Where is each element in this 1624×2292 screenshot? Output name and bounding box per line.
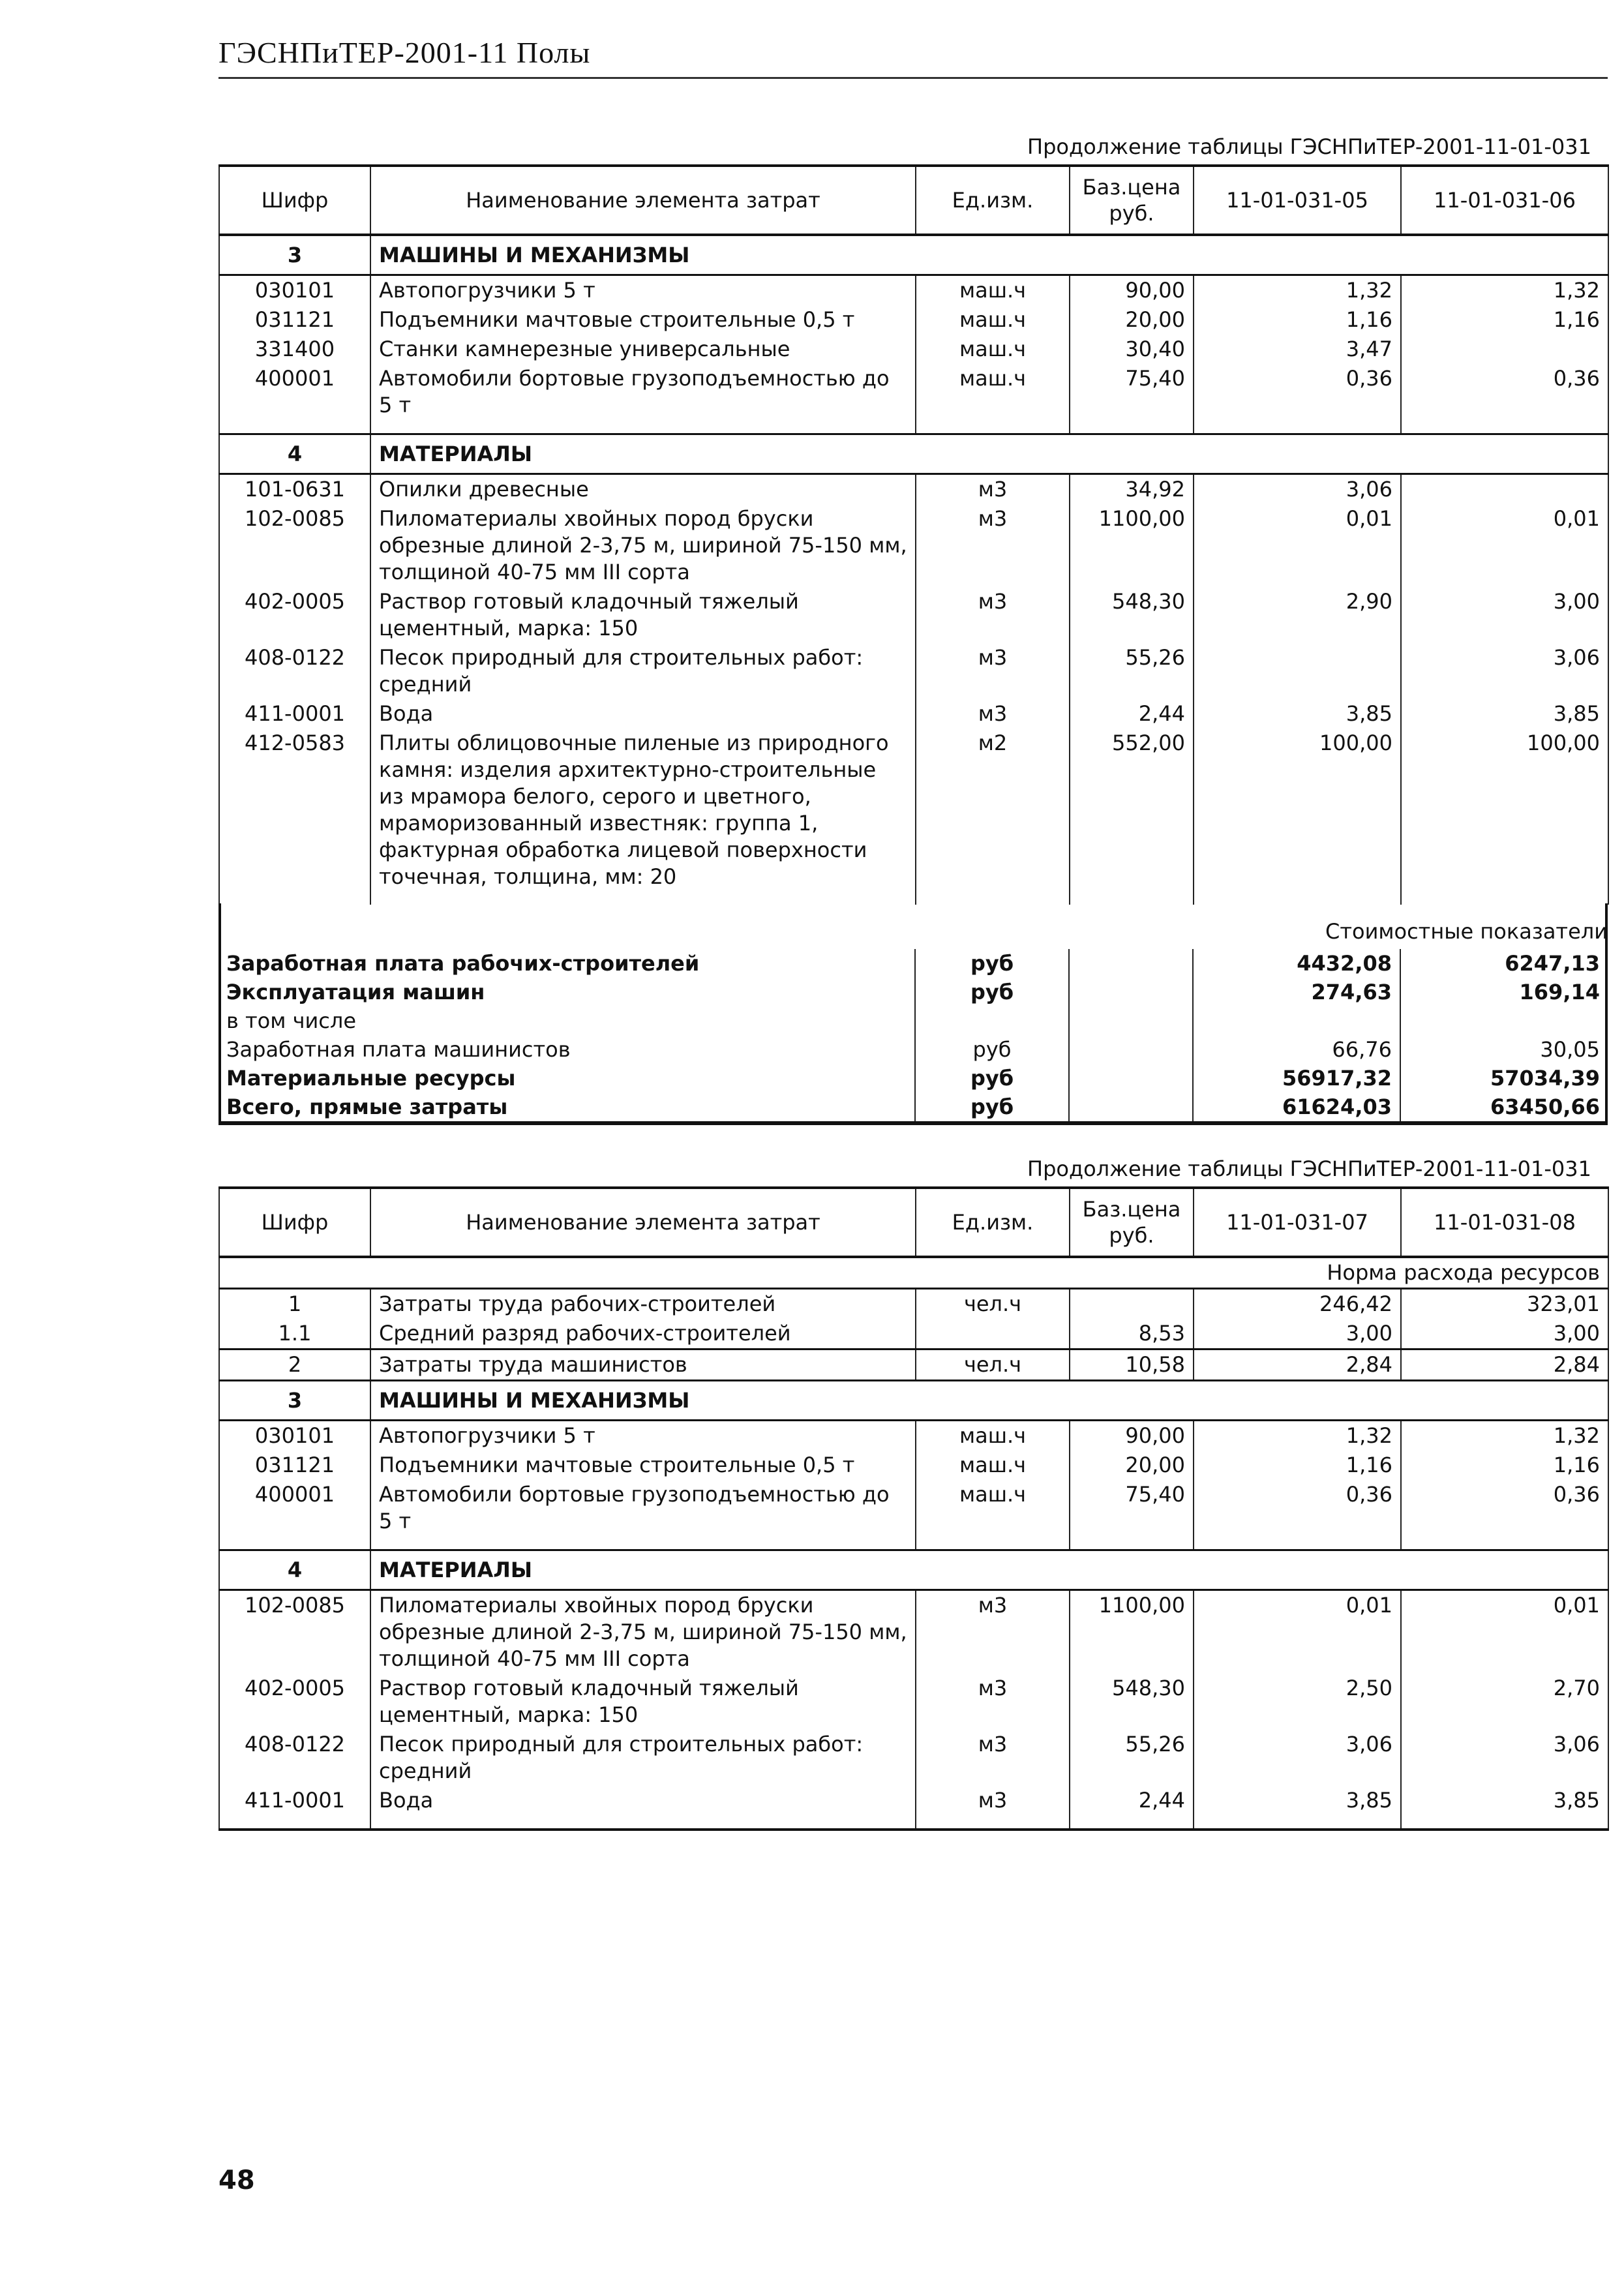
cell-rate-a: 1,32 — [1194, 1421, 1401, 1451]
spacer-cell — [1401, 1815, 1608, 1830]
spacer-cell — [219, 1815, 370, 1830]
cell-name: Раствор готовый кладочный тяжелый цементный, марка: 150 — [370, 587, 916, 643]
cell-name: Пиломатериалы хвойных пород бруски обрезные длиной 2-3,75 м, шириной 75-150 мм, толщиной 40-75 мм III сорта — [370, 1590, 916, 1674]
cell-unit: маш.ч — [916, 305, 1070, 335]
spacer-cell — [219, 1536, 370, 1550]
row-spacer — [219, 1536, 1608, 1550]
cell-code: 031121 — [219, 1451, 370, 1480]
spacer-cell — [1401, 420, 1608, 434]
cell-unit: м3 — [916, 474, 1070, 505]
totals-label: Материальные ресурсы — [226, 1066, 516, 1091]
totals-unit: руб — [915, 949, 1069, 978]
cell-rate-a: 100,00 — [1194, 729, 1401, 892]
table-row — [219, 364, 1608, 420]
cell-unit: маш.ч — [916, 275, 1070, 306]
totals-row — [218, 1064, 1608, 1093]
column-header-price: Баз.цена руб. — [1070, 166, 1194, 235]
cell-rate-b: 323,01 — [1401, 1289, 1608, 1319]
spacer-cell — [916, 892, 1070, 905]
cell-name: Песок природный для строительных работ: средний — [370, 1730, 916, 1786]
cell-rate-b — [1401, 335, 1608, 364]
cell-code: 031121 — [219, 305, 370, 335]
table-row — [219, 305, 1608, 335]
cell-unit: маш.ч — [916, 335, 1070, 364]
column-header-name: Наименование элемента затрат — [370, 1188, 916, 1257]
section-title: МАТЕРИАЛЫ — [370, 1550, 1608, 1590]
section-number: 4 — [219, 434, 370, 474]
cell-price: 2,44 — [1070, 1786, 1194, 1815]
cell-code: 411-0001 — [219, 699, 370, 729]
section-row — [219, 1550, 1608, 1590]
column-header-unit: Ед.изм. — [916, 166, 1070, 235]
spacer-cell — [916, 1536, 1070, 1550]
cell-unit: маш.ч — [916, 364, 1070, 420]
cell-rate-a: 2,84 — [1194, 1350, 1401, 1381]
table-header-row — [219, 1188, 1608, 1257]
spacer-cell — [219, 420, 370, 434]
cell-code: 408-0122 — [219, 1730, 370, 1786]
spacer-cell — [1070, 420, 1194, 434]
cell-rate-a: 2,50 — [1194, 1674, 1401, 1730]
column-header-rate-a: 11-01-031-05 — [1194, 166, 1401, 235]
totals-price — [1069, 1035, 1193, 1064]
resource-table-1 — [218, 164, 1609, 905]
norm-title: Норма расхода ресурсов — [219, 1257, 1608, 1289]
cell-rate-a: 0,36 — [1194, 1480, 1401, 1536]
spacer-cell — [370, 1536, 916, 1550]
table-row — [219, 643, 1608, 699]
totals-price — [1069, 1064, 1193, 1093]
cell-unit: м3 — [916, 587, 1070, 643]
cell-name: Вода — [370, 1786, 916, 1815]
table-row — [219, 335, 1608, 364]
table-row — [219, 1480, 1608, 1536]
cell-price: 75,40 — [1070, 1480, 1194, 1536]
resource-table-2 — [218, 1186, 1609, 1831]
cell-rate-a: 3,06 — [1194, 1730, 1401, 1786]
section-row — [219, 1381, 1608, 1421]
cell-rate-a: 246,42 — [1194, 1289, 1401, 1319]
table-row — [219, 275, 1608, 306]
section-title: МАШИНЫ И МЕХАНИЗМЫ — [370, 1381, 1608, 1421]
totals-rate-a: 61624,03 — [1193, 1093, 1400, 1123]
cell-name: Вода — [370, 699, 916, 729]
cell-price: 90,00 — [1070, 1421, 1194, 1451]
table-row — [219, 1421, 1608, 1451]
column-header-code: Шифр — [219, 1188, 370, 1257]
cell-rate-b: 1,16 — [1401, 305, 1608, 335]
cell-rate-b: 3,00 — [1401, 587, 1608, 643]
totals-rate-b: 169,14 — [1400, 978, 1608, 1006]
cell-price: 30,40 — [1070, 335, 1194, 364]
cell-code: 102-0085 — [219, 504, 370, 587]
cell-unit: м3 — [916, 1730, 1070, 1786]
totals-unit: руб — [915, 978, 1069, 1006]
section-number: 3 — [219, 235, 370, 275]
page-number: 48 — [218, 2165, 255, 2195]
cell-name: Подъемники мачтовые строительные 0,5 т — [370, 1451, 916, 1480]
totals-rate-a: 56917,32 — [1193, 1064, 1400, 1093]
spacer-cell — [1194, 1815, 1401, 1830]
cell-rate-b: 0,01 — [1401, 1590, 1608, 1674]
totals-row — [218, 978, 1608, 1006]
cell-rate-a: 3,00 — [1194, 1319, 1401, 1350]
cell-rate-b: 3,06 — [1401, 643, 1608, 699]
cell-code: 2 — [219, 1350, 370, 1381]
cell-unit: м3 — [916, 699, 1070, 729]
cell-rate-b: 1,32 — [1401, 1421, 1608, 1451]
cell-code: 402-0005 — [219, 1674, 370, 1730]
spacer-cell — [1194, 1536, 1401, 1550]
totals-rate-b: 30,05 — [1400, 1035, 1608, 1064]
totals-rate-a — [1193, 1006, 1400, 1035]
spacer-cell — [370, 892, 916, 905]
totals-price — [1069, 1093, 1193, 1123]
spacer-cell — [1401, 1536, 1608, 1550]
totals-rate-b: 57034,39 — [1400, 1064, 1608, 1093]
spacer-cell — [370, 420, 916, 434]
totals-price — [1069, 949, 1193, 978]
cell-unit: чел.ч — [916, 1350, 1070, 1381]
table-row — [219, 699, 1608, 729]
cell-name: Плиты облицовочные пиленые из природного камня: изделия архитектурно-строительные из мрамора белого, серого и цветного, мраморизованный известняк: группа 1, фактурная обработка лицевой поверхности точечная, толщина, мм: 20 — [370, 729, 916, 892]
cell-code: 402-0005 — [219, 587, 370, 643]
table2-caption: Продолжение таблицы ГЭСНПиТЕР-2001-11-01-031 — [1027, 1156, 1591, 1181]
cost-indicators-title: Стоимостные показатели — [1325, 919, 1608, 944]
totals-unit: руб — [915, 1035, 1069, 1064]
cell-price: 90,00 — [1070, 275, 1194, 306]
totals-label: Всего, прямые затраты — [218, 1093, 915, 1123]
totals-label: Заработная плата машинистов — [226, 1037, 571, 1062]
cell-name: Автопогрузчики 5 т — [370, 1421, 916, 1451]
cell-code: 400001 — [219, 364, 370, 420]
totals-row — [218, 1006, 1608, 1035]
cell-rate-b: 3,06 — [1401, 1730, 1608, 1786]
cell-rate-a: 1,16 — [1194, 1451, 1401, 1480]
spacer-cell — [1194, 420, 1401, 434]
cell-code: 102-0085 — [219, 1590, 370, 1674]
cell-unit: м3 — [916, 1786, 1070, 1815]
column-header-price: Баз.цена руб. — [1070, 1188, 1194, 1257]
cell-code: 411-0001 — [219, 1786, 370, 1815]
cell-price: 552,00 — [1070, 729, 1194, 892]
cell-rate-b: 1,16 — [1401, 1451, 1608, 1480]
cell-rate-a: 3,85 — [1194, 1786, 1401, 1815]
column-header-code: Шифр — [219, 166, 370, 235]
table-row — [219, 1289, 1608, 1319]
cell-rate-a: 0,36 — [1194, 364, 1401, 420]
section-number: 4 — [219, 1550, 370, 1590]
cell-code: 412-0583 — [219, 729, 370, 892]
table-row — [219, 504, 1608, 587]
spacer-cell — [370, 1815, 916, 1830]
row-spacer — [219, 1815, 1608, 1830]
cell-rate-b: 0,36 — [1401, 1480, 1608, 1536]
row-spacer — [219, 420, 1608, 434]
table-row — [219, 1674, 1608, 1730]
totals-unit — [915, 1006, 1069, 1035]
totals-rate-a: 4432,08 — [1193, 949, 1400, 978]
table-row — [219, 1319, 1608, 1350]
totals-unit: руб — [915, 1064, 1069, 1093]
cell-price: 548,30 — [1070, 587, 1194, 643]
cell-code: 030101 — [219, 275, 370, 306]
cell-unit: м2 — [916, 729, 1070, 892]
cell-name: Затраты труда машинистов — [370, 1350, 916, 1381]
cell-price: 8,53 — [1070, 1319, 1194, 1350]
column-header-name: Наименование элемента затрат — [370, 166, 916, 235]
section-title: МАШИНЫ И МЕХАНИЗМЫ — [370, 235, 1608, 275]
column-header-rate-b: 11-01-031-06 — [1401, 166, 1608, 235]
cell-name: Затраты труда рабочих-строителей — [370, 1289, 916, 1319]
cost-totals-table — [218, 949, 1608, 1124]
cell-unit: м3 — [916, 1674, 1070, 1730]
cell-rate-b: 3,00 — [1401, 1319, 1608, 1350]
cell-rate-a: 1,32 — [1194, 275, 1401, 306]
totals-rate-b — [1400, 1006, 1608, 1035]
cell-name: Средний разряд рабочих-строителей — [370, 1319, 916, 1350]
cell-rate-a: 3,06 — [1194, 474, 1401, 505]
cell-code: 400001 — [219, 1480, 370, 1536]
cell-rate-b: 100,00 — [1401, 729, 1608, 892]
table-row — [219, 1786, 1608, 1815]
cell-rate-a: 3,85 — [1194, 699, 1401, 729]
cell-rate-b: 0,01 — [1401, 504, 1608, 587]
cell-price — [1070, 1289, 1194, 1319]
column-header-unit: Ед.изм. — [916, 1188, 1070, 1257]
totals-row — [218, 949, 1608, 978]
totals-price — [1069, 1006, 1193, 1035]
cell-unit: маш.ч — [916, 1421, 1070, 1451]
table1-caption: Продолжение таблицы ГЭСНПиТЕР-2001-11-01-031 — [1027, 134, 1591, 159]
cell-rate-a: 1,16 — [1194, 305, 1401, 335]
cell-code: 408-0122 — [219, 643, 370, 699]
cell-code: 1 — [219, 1289, 370, 1319]
cell-unit — [916, 1319, 1070, 1350]
spacer-cell — [1070, 1815, 1194, 1830]
cell-price: 1100,00 — [1070, 1590, 1194, 1674]
cell-price: 20,00 — [1070, 305, 1194, 335]
cell-name: Подъемники мачтовые строительные 0,5 т — [370, 305, 916, 335]
cell-name: Автомобили бортовые грузоподъемностью до 5 т — [370, 1480, 916, 1536]
totals-rate-b: 63450,66 — [1400, 1093, 1608, 1123]
totals-label: Заработная плата рабочих-строителей — [226, 951, 700, 976]
table-row — [219, 1730, 1608, 1786]
cell-rate-b: 1,32 — [1401, 275, 1608, 306]
cell-price: 548,30 — [1070, 1674, 1194, 1730]
table-row — [219, 729, 1608, 892]
cell-rate-a: 3,47 — [1194, 335, 1401, 364]
totals-rate-a: 66,76 — [1193, 1035, 1400, 1064]
cell-rate-b: 2,84 — [1401, 1350, 1608, 1381]
spacer-cell — [1401, 892, 1608, 905]
cell-name: Пиломатериалы хвойных пород бруски обрезные длиной 2-3,75 м, шириной 75-150 мм, толщиной 40-75 мм III сорта — [370, 504, 916, 587]
cell-rate-b: 3,85 — [1401, 699, 1608, 729]
cell-rate-b: 2,70 — [1401, 1674, 1608, 1730]
cell-price: 10,58 — [1070, 1350, 1194, 1381]
section-title: МАТЕРИАЛЫ — [370, 434, 1608, 474]
spacer-cell — [916, 1815, 1070, 1830]
cell-unit: чел.ч — [916, 1289, 1070, 1319]
section-row — [219, 434, 1608, 474]
cell-code: 331400 — [219, 335, 370, 364]
column-header-rate-a: 11-01-031-07 — [1194, 1188, 1401, 1257]
totals-rate-a: 274,63 — [1193, 978, 1400, 1006]
cell-rate-a: 2,90 — [1194, 587, 1401, 643]
totals-row — [218, 1035, 1608, 1064]
cell-price: 55,26 — [1070, 1730, 1194, 1786]
table-row — [219, 587, 1608, 643]
cell-code: 030101 — [219, 1421, 370, 1451]
cell-code: 101-0631 — [219, 474, 370, 505]
totals-row — [218, 1093, 1608, 1123]
cell-name: Песок природный для строительных работ: средний — [370, 643, 916, 699]
cell-rate-a — [1194, 643, 1401, 699]
cell-name: Станки камнерезные универсальные — [370, 335, 916, 364]
cell-rate-b: 3,85 — [1401, 1786, 1608, 1815]
section-row — [219, 235, 1608, 275]
totals-rate-b: 6247,13 — [1400, 949, 1608, 978]
header-rule — [218, 77, 1608, 79]
spacer-cell — [916, 420, 1070, 434]
section-number: 3 — [219, 1381, 370, 1421]
cell-price: 75,40 — [1070, 364, 1194, 420]
cell-unit: м3 — [916, 1590, 1070, 1674]
cell-rate-b: 0,36 — [1401, 364, 1608, 420]
cell-code: 1.1 — [219, 1319, 370, 1350]
row-spacer — [219, 892, 1608, 905]
cell-name: Автомобили бортовые грузоподъемностью до 5 т — [370, 364, 916, 420]
running-title: ГЭСНПиТЕР-2001-11 Полы — [218, 36, 591, 69]
cell-unit: м3 — [916, 643, 1070, 699]
spacer-cell — [1070, 892, 1194, 905]
cell-price: 1100,00 — [1070, 504, 1194, 587]
cell-name: Опилки древесные — [370, 474, 916, 505]
cell-price: 55,26 — [1070, 643, 1194, 699]
cell-price: 34,92 — [1070, 474, 1194, 505]
norm-title-row — [219, 1257, 1608, 1289]
cell-rate-b — [1401, 474, 1608, 505]
column-header-rate-b: 11-01-031-08 — [1401, 1188, 1608, 1257]
totals-label: Эксплуатация машин — [226, 980, 485, 1004]
totals-unit: руб — [915, 1093, 1069, 1123]
cell-rate-a: 0,01 — [1194, 1590, 1401, 1674]
spacer-cell — [219, 892, 370, 905]
table-row — [219, 1590, 1608, 1674]
cell-rate-a: 0,01 — [1194, 504, 1401, 587]
table-header-row — [219, 166, 1608, 235]
cell-unit: маш.ч — [916, 1451, 1070, 1480]
table-row — [219, 474, 1608, 505]
spacer-cell — [1070, 1536, 1194, 1550]
table-row — [219, 1350, 1608, 1381]
spacer-cell — [1194, 892, 1401, 905]
cell-name: Раствор готовый кладочный тяжелый цементный, марка: 150 — [370, 1674, 916, 1730]
table-row — [219, 1451, 1608, 1480]
cell-price: 2,44 — [1070, 699, 1194, 729]
cell-unit: маш.ч — [916, 1480, 1070, 1536]
cell-unit: м3 — [916, 504, 1070, 587]
totals-label: в том числе — [226, 1008, 356, 1033]
totals-price — [1069, 978, 1193, 1006]
cell-price: 20,00 — [1070, 1451, 1194, 1480]
cell-name: Автопогрузчики 5 т — [370, 275, 916, 306]
